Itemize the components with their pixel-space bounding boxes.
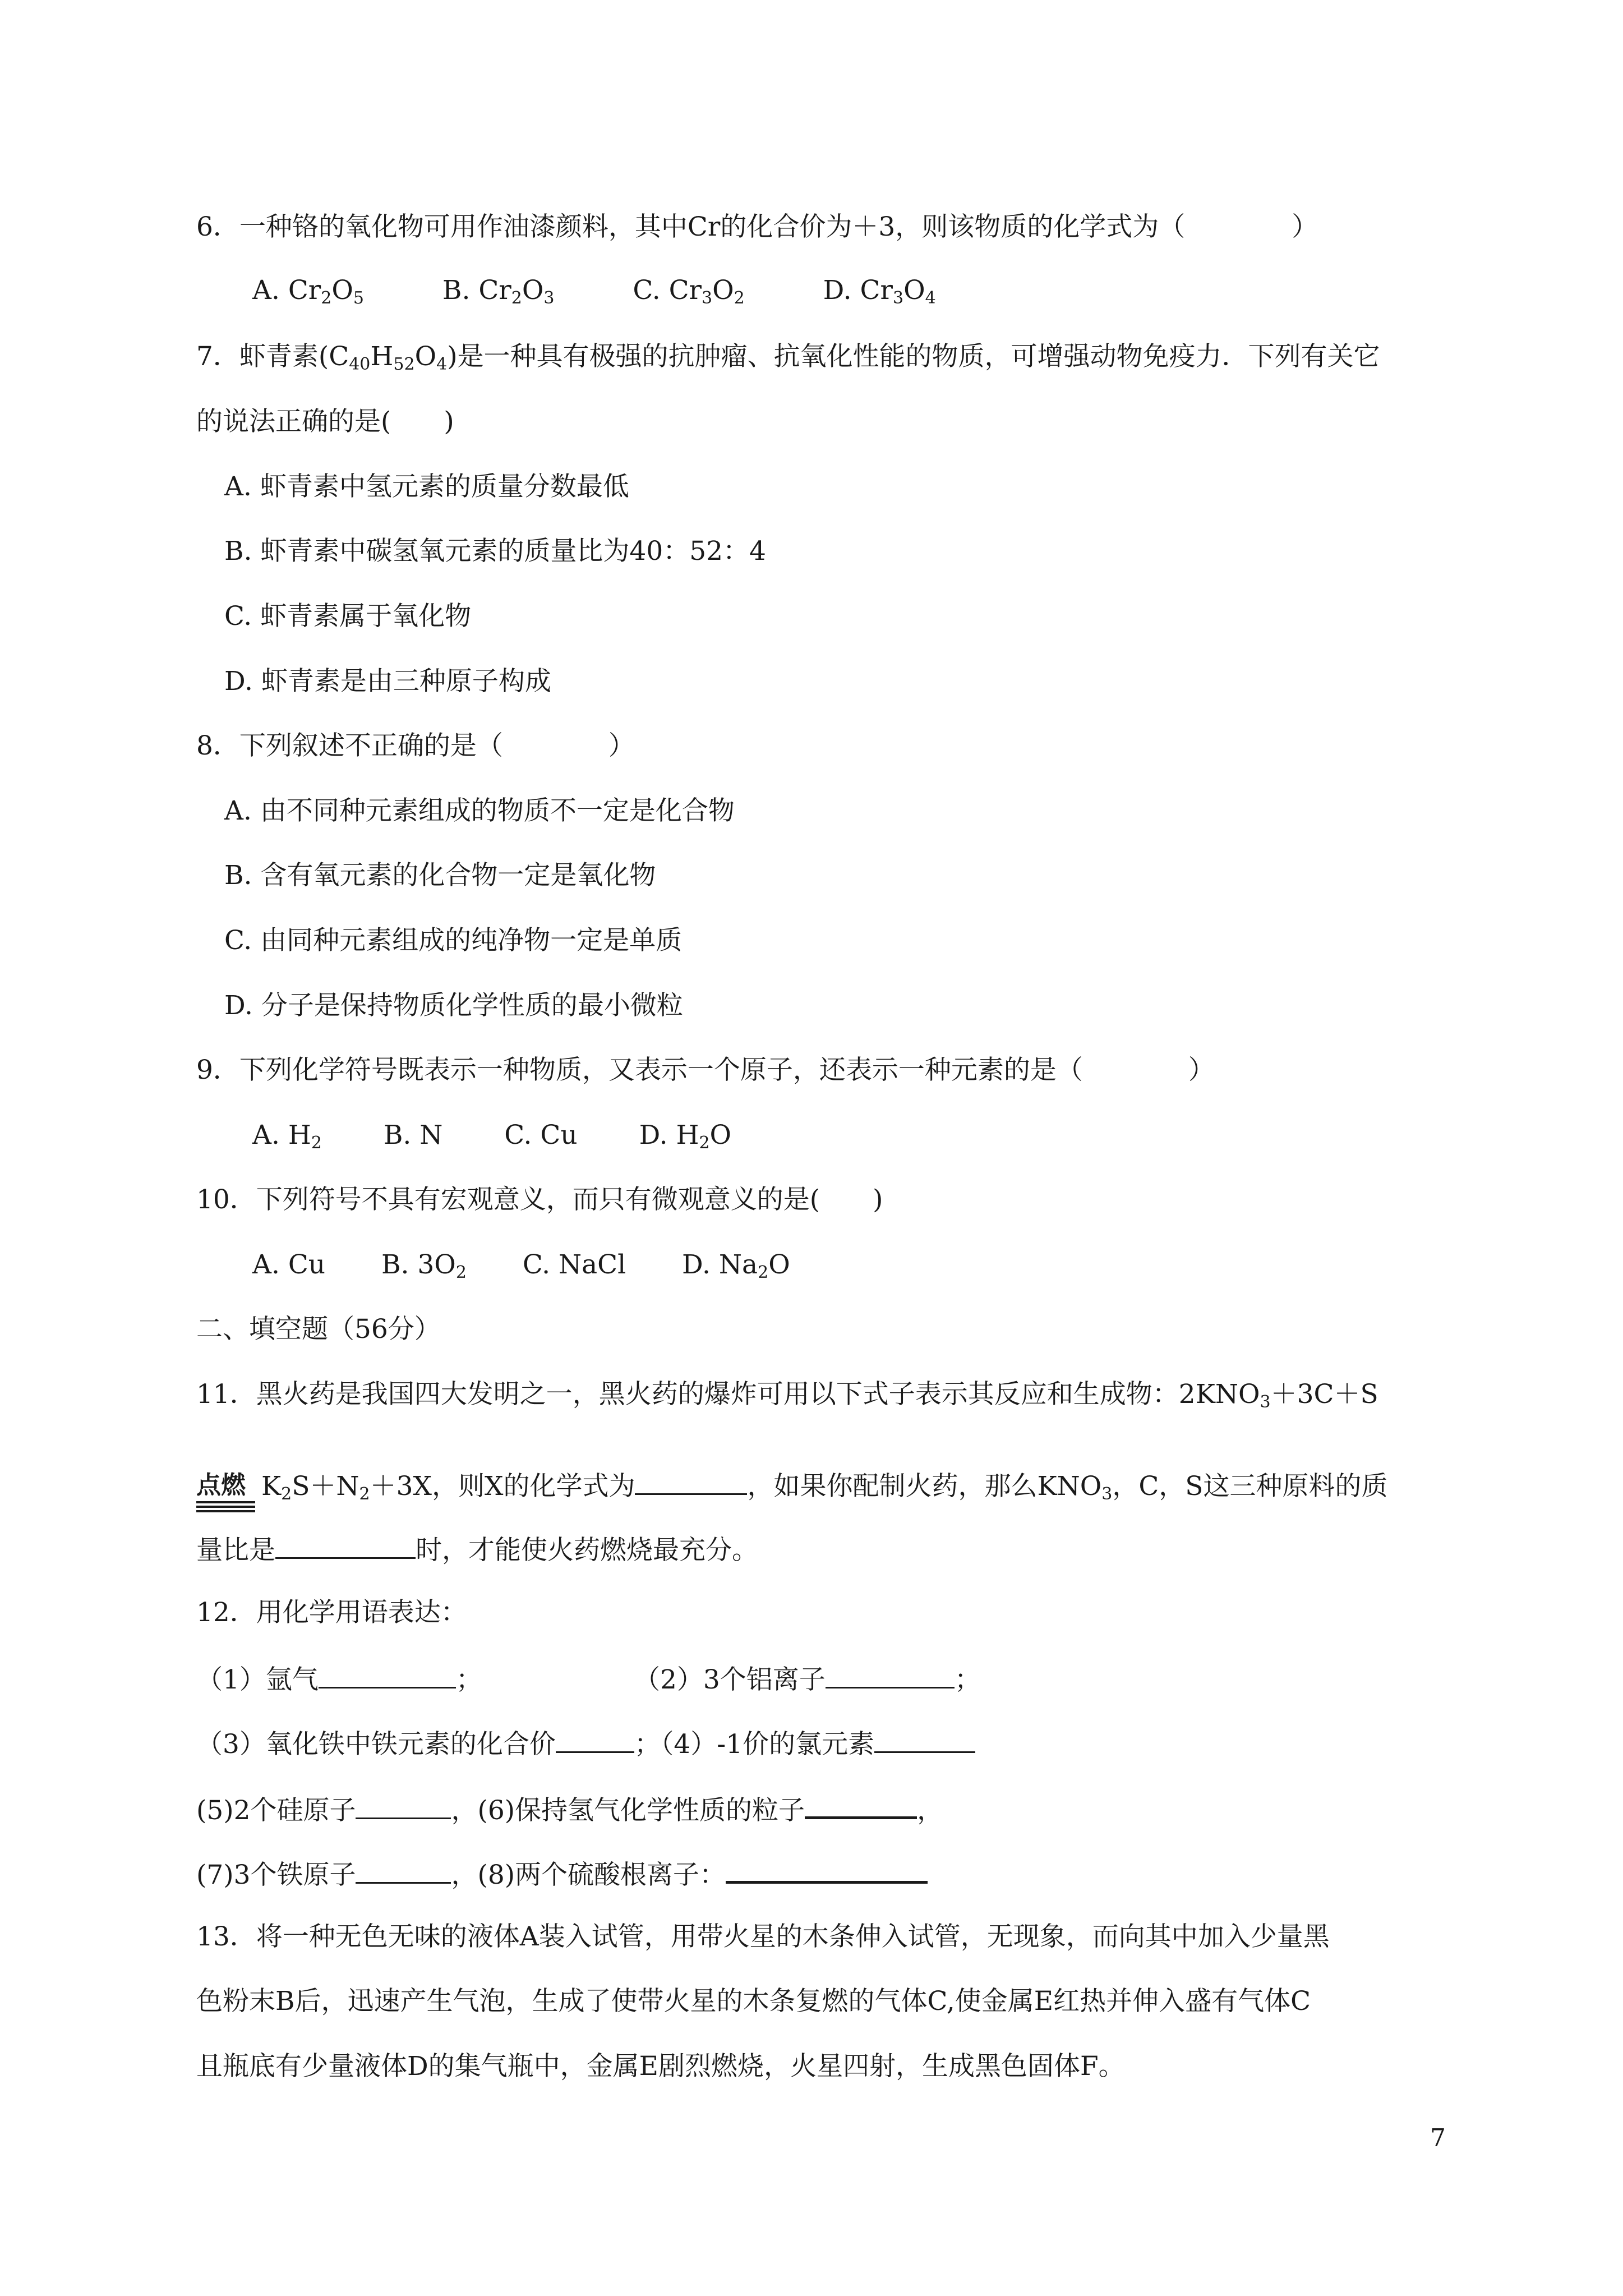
q7-option-d: D. 虾青素是由三种原子构成 <box>224 666 551 697</box>
q11-line1: 11．黑火药是我国四大发明之一，黑火药的爆炸可用以下式子表示其反应和生成物：$2KNO_3+3C+S$ <box>196 1379 1378 1412</box>
q12-blank-3[interactable] <box>556 1729 634 1753</box>
reaction-condition <box>196 1473 255 1512</box>
q10-option-d: D. $Na_2O$ <box>682 1249 790 1282</box>
q9-option-a: A. $H_2$ <box>252 1120 322 1153</box>
q12-blank-7[interactable] <box>356 1860 451 1884</box>
q11-line3: 量比是 时，才能使火药燃烧最充分。 <box>196 1535 758 1566</box>
q12-blank-5[interactable] <box>356 1795 451 1819</box>
q12-blank-2[interactable] <box>826 1664 955 1688</box>
q9-option-c: C. Cu <box>504 1120 578 1151</box>
q11-blank-ratio[interactable] <box>275 1535 416 1559</box>
q7-option-b: B. 虾青素中碳氢氧元素的质量比为40：52：4 <box>224 536 766 567</box>
q7-option-a: A. 虾青素中氢元素的质量分数最低 <box>224 471 629 502</box>
q6-option-d: D. $Cr_3O_4$ <box>823 275 936 308</box>
q9-option-b: B. N <box>383 1120 443 1151</box>
q6-options <box>252 275 936 308</box>
q10-option-a: A. Cu <box>252 1249 326 1280</box>
q13-line3: 且瓶底有少量液体D的集气瓶中，金属E剧烈燃烧，火星四射，生成黑色固体F。 <box>196 2051 1125 2082</box>
q8-option-d: D. 分子是保持物质化学性质的最小微粒 <box>224 990 683 1021</box>
q8-stem: 8．下列叙述不正确的是（ ） <box>196 730 635 761</box>
q9-options <box>252 1120 732 1153</box>
q8-option-b: B. 含有氧元素的化合物一定是氧化物 <box>224 860 656 891</box>
q10-option-b: B. $3O_2$ <box>381 1249 467 1282</box>
q9-option-d: D. $H_2O$ <box>639 1120 732 1153</box>
ignition-label: 点燃 <box>196 1471 246 1499</box>
q8-option-c: C. 由同种元素组成的纯净物一定是单质 <box>224 925 683 956</box>
q12-row4: (7)3个铁原子 ，(8)两个硫酸根离子： <box>196 1858 928 1888</box>
page-number: 7 <box>1430 2124 1446 2152</box>
q12-row3: (5)2个硅原子 ，(6)保持氢气化学性质的粒子 ， <box>196 1795 944 1826</box>
q10-stem: 10．下列符号不具有宏观意义，而只有微观意义的是( ) <box>196 1184 883 1215</box>
q7-stem-line2: 的说法正确的是( ) <box>196 406 454 437</box>
q13-line1: 13．将一种无色无味的液体A装入试管，用带火星的木条伸入试管，无现象，而向其中加入少量黑 <box>196 1921 1330 1952</box>
section-title-fill-in: 二、填空题（56分） <box>196 1314 441 1345</box>
q6-option-c: C. $Cr_3O_2$ <box>633 275 745 308</box>
equals-bars <box>196 1501 255 1512</box>
q9-stem: 9．下列化学符号既表示一种物质，又表示一个原子，还表示一种元素的是（ ） <box>196 1055 1215 1085</box>
q12-blank-6[interactable] <box>805 1794 917 1819</box>
q11-blank-x[interactable] <box>635 1471 747 1495</box>
q6-option-b: B. $Cr_2O_3$ <box>442 275 555 308</box>
q12-blank-4[interactable] <box>874 1729 975 1753</box>
q12-row1: （1）氩气 ； <box>196 1664 482 1695</box>
q8-option-a: A. 由不同种元素组成的物质不一定是化合物 <box>224 795 735 826</box>
q10-option-c: C. NaCl <box>522 1249 626 1280</box>
q10-options <box>252 1249 790 1282</box>
q7-option-c: C. 虾青素属于氧化物 <box>224 601 472 632</box>
q11-line2: $K_2S+N_2+3X$，则X的化学式为 ，如果你配制火药，那么$KNO_3$，C，S这三种原料的质 <box>261 1471 1388 1504</box>
q12-blank-1[interactable] <box>319 1664 456 1688</box>
q6-option-a: A. $Cr_2O_5$ <box>252 275 364 308</box>
q12-blank-8[interactable] <box>726 1858 928 1884</box>
q12-stem: 12．用化学用语表达： <box>196 1597 467 1628</box>
q6-stem: 6．一种铬的氧化物可用作油漆颜料，其中Cr的化合价为＋3，则该物质的化学式为（ ） <box>196 211 1318 242</box>
q12-row2: （3）氧化铁中铁元素的化合价 ；（4）-1价的氯元素 <box>196 1729 975 1757</box>
q13-line2: 色粉末B后，迅速产生气泡，生成了使带火星的木条复燃的气体C,使金属E红热并伸入盛有气体C <box>196 1986 1311 2017</box>
q7-stem-line1: 7．虾青素$(C_{40}H_{52}O_4)$是一种具有极强的抗肿瘤、抗氧化性能的物质，可增强动物免疫力．下列有关它 <box>196 341 1380 374</box>
q12-row1-right: （2）3个铝离子 ； <box>634 1664 981 1695</box>
